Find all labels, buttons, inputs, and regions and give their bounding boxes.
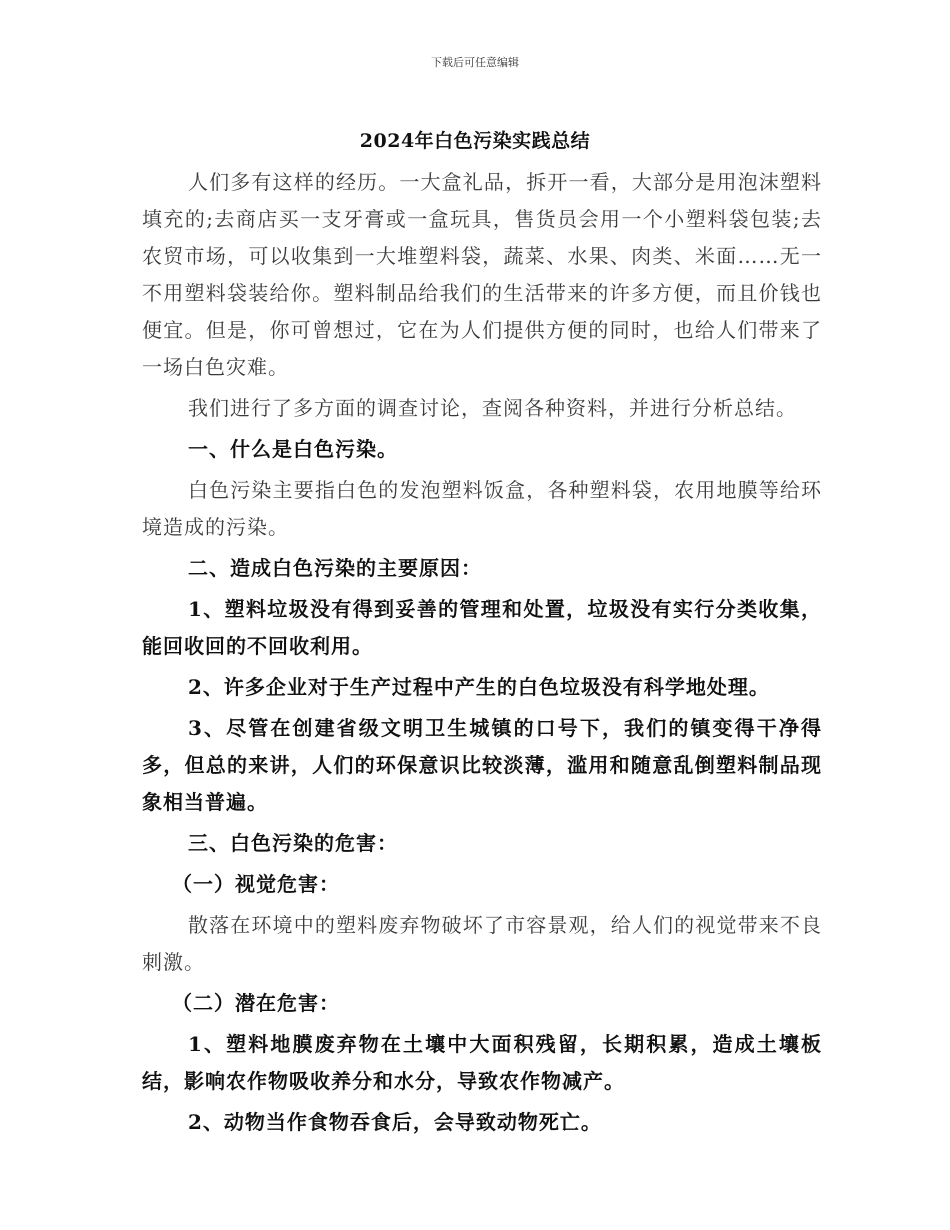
potential-harm-item-2: 2、动物当作食物吞食后，会导致动物死亡。 — [188, 1110, 602, 1134]
research-paragraph: 我们进行了多方面的调查讨论，查阅各种资料，并进行分析总结。 — [188, 396, 797, 420]
potential-harm-item-1: 1、塑料地膜废弃物在土壤中大面积残留，长期积累，造成土壤板结，影响农作物吸收养分和水分，导致农作物减产。 — [142, 1032, 822, 1093]
section-heading-definition: 一、什么是白色污染。 — [188, 437, 398, 461]
intro-paragraph: 人们多有这样的经历。一大盒礼品，拆开一看，大部分是用泡沫塑料填充的;去商店买一支牙膏或一盒玩具，售货员会用一个小塑料袋包装;去农贸市场，可以收集到一大堆塑料袋，蔬菜、水果、肉类、米面……无一不用塑料袋装给你。塑料制品给我们的生活带来的许多方便，而且价钱也便宜。但是，你可曾想过，它在为人们提供方便的同时，也给人们带来了一场白色灾难。 — [142, 170, 822, 379]
document-title: 2024年白色污染实践总结 — [359, 130, 591, 152]
sub-heading-potential-harm: （二）潜在危害： — [172, 991, 340, 1015]
section-heading-causes: 二、造成白色污染的主要原因： — [188, 556, 482, 580]
cause-item-3: 3、尽管在创建省级文明卫生城镇的口号下，我们的镇变得干净得多，但总的来讲，人们的环保意识比较淡薄，滥用和随意乱倒塑料制品现象相当普遍。 — [142, 716, 822, 814]
definition-paragraph: 白色污染主要指白色的发泡塑料饭盒，各种塑料袋，农用地膜等给环境造成的污染。 — [142, 478, 822, 539]
visual-harm-paragraph: 散落在环境中的塑料废弃物破坏了市容景观，给人们的视觉带来不良刺激。 — [142, 913, 822, 974]
document-body — [142, 164, 822, 1145]
section-heading-harms: 三、白色污染的危害： — [188, 831, 398, 855]
cause-item-1: 1、塑料垃圾没有得到妥善的管理和处置，垃圾没有实行分类收集，能回收回的不回收利用。 — [142, 597, 822, 658]
header-note: 下载后可任意编辑 — [431, 56, 519, 69]
sub-heading-visual-harm: （一）视觉危害： — [172, 872, 340, 896]
cause-item-2: 2、许多企业对于生产过程中产生的白色垃圾没有科学地处理。 — [188, 675, 770, 699]
